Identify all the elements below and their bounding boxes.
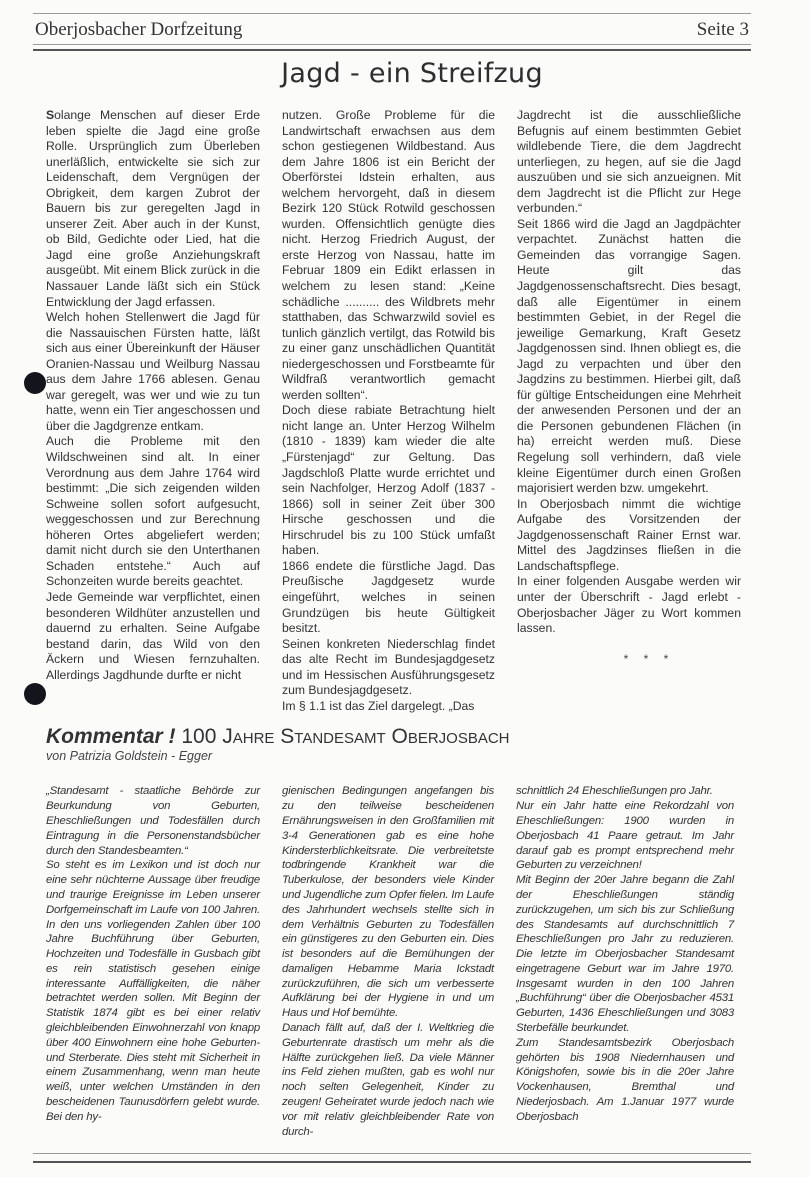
- paragraph: 1866 endete die fürstliche Jagd. Das Preußische Jagdgesetz wurde eingeführt, welches in seinen Grundzügen bis heute Gültigkeit besitzt.: [282, 558, 495, 636]
- paragraph: Seit 1866 wird die Jagd an Jagdpächter verpachtet. Zunächst hatten die Gemeinden das vorrangige Sagen. Heute gilt das Jagdgenossenschaftsrecht. Dies besagt, daß alle Eigentümer in einem bestimmten Gebiet, in der Regel die jeweilige Gemarkung, Kraft Gesetz Jagdgenossen sind. Ihnen obliegt es, die Jagd zu verpachten und über den Jagdzins zu bestimmen. Hierbei gilt, daß für gültige Entscheidungen eine Mehrheit der anwesenden Personen und der an die Personen gebundenen Flächen (in ha) erreicht werden muß. Diese Regelung soll verhindern, daß viele kleine Eigentümer durch einen Großen majorisiert werden bzw. umgekehrt.: [517, 216, 741, 496]
- paragraph: Jede Gemeinde war verpflichtet, einen besonderen Wildhüter anzustellen und dauernd zu erhalten. Seine Aufgabe bestand darin, das Wild von den Äckern und Wiesen fernzuhalten. Allerdings Jagdhunde durfte er nicht: [46, 589, 260, 682]
- paragraph: In einer folgenden Ausgabe werden wir unter der Überschrift - Jagd erlebt - Oberjosbacher Jäger zu Wort kommen lassen.: [517, 574, 741, 636]
- paragraph: Zum Standesamtsbezirk Oberjosbach gehörten bis 1908 Niedernhausen und Königshofen, sowie bis in die 20er Jahre Vockenhausen, Bremthal und Niederjosbach. Am 1.Januar 1977 wurde Oberjosbach: [516, 1036, 734, 1123]
- kommentar-column-3: [516, 784, 734, 1139]
- kommentar-column-1: [46, 784, 260, 1139]
- paragraph: Seinen konkreten Niederschlag findet das alte Recht im Bundesjagdgesetz und im Hessischen Ausführungsgesetz zum Bundesjagdgesetz.: [282, 636, 495, 698]
- paragraph: gienischen Bedingungen angefangen bis zu den teilweise bescheidenen Ernährungsweisen in den Großfamilien mit 3-4 Generationen gab es eine hohe Kindersterblichkeitsrate. Die verbreitetste todbringende Krankheit war die Tuberkulose, der besonders viele Kinder und Jugendliche zum Opfer fielen. Im Laufe des Jahrhundert wechsels stellte sich in dem Verhältnis Geburten zu Todesfällen ein günstigeres zu den Geburten ein. Dies ist besonders auf die Bemühungen der damaligen Hebamme Maria Ickstadt zurückzuführen, die sich um verbesserte Aufklärung bei der Hygiene in und um Haus und Hof bemühte.: [282, 785, 494, 1020]
- kommentar-heading: [46, 724, 751, 749]
- kommentar-column-2: [282, 784, 494, 1139]
- footer-rule-thin: [33, 1153, 751, 1154]
- binder-hole-icon: [24, 372, 46, 394]
- paragraph: Welch hohen Stellenwert die Jagd für die Nassauischen Fürsten hatte, läßt sich aus einer Übereinkunft der Häuser Oranien-Nassau und Weilburg Nassau aus dem Jahre 1766 ablesen. Genau war geregelt, was wer und wie zu tun hatte, wenn ein Tier angeschossen und über die Jagdgrenze entkam.: [46, 310, 260, 433]
- paragraph: „Standesamt - staatliche Behörde zur Beurkundung von Geburten, Eheschließungen und Todesfällen durch Eintragung in die Personenstandsbücher durch den Standesbeamten.“: [46, 785, 260, 857]
- kommentar-columns: [33, 784, 751, 1139]
- paragraph: Auch die Probleme mit den Wildschweinen sind alt. In einer Verordnung aus dem Jahre 1764 wird bestimmt: „Die sich zeigenden wilden Schweine sollen sofort aufgesucht, weggeschossen und zur Berechnung höheren Ortes abgeliefert werden; damit nicht durch sie den Unterthanen Schaden entstehe.“ Auch auf Schonzeiten wurde bereits geachtet.: [46, 434, 260, 589]
- paragraph: Mit Beginn der 20er Jahre begann die Zahl der Eheschließungen ständig zurückzugehen, um sich bis zur Schließung des Standesamts auf durchschnittlich 7 Eheschließungen pro Jahr zu reduzieren. Die letzte im Oberjosbacher Standesamt eingetragene Geburt war im Jahre 1970. Insgesamt wurden in den 100 Jahren „Buchführung“ über die Oberjosbacher 4531 Geburten, 1436 Eheschließungen und 3083 Sterbefälle beurkundet.: [516, 874, 734, 1035]
- paragraph: In Oberjosbach nimmt die wichtige Aufgabe des Vorsitzenden der Jagdgenossenschaft Rainer Ernst war. Mittel des Jagdzinses fließen in die Landschaftspflege.: [517, 496, 741, 573]
- binder-hole-icon: [24, 683, 46, 705]
- article-columns: [33, 108, 751, 714]
- paragraph: Danach fällt auf, daß der I. Weltkrieg die Geburtenrate drastisch um mehr als die Hälfte zurückgehen ließ. Da viele Männer ins Feld ziehen mußten, gab es wohl nur noch selten Gelegenheit, Kinder zu zeugen! Geheiratet wurde jedoch nach wie vor mit relativ gleichbleibender Rate von durch-: [282, 1022, 494, 1138]
- page-number: Seite 3: [696, 19, 749, 40]
- article-title: Jagd - ein Streifzug: [281, 58, 543, 89]
- paragraph: So steht es im Lexikon und ist doch nur eine sehr nüchterne Aussage über freudige und traurige Ereignisse im Leben unserer Dorfgemeinschaft im Laufe von 100 Jahren. In den uns vorliegenden Zahlen über 100 Jahre Buchführung über Geburten, Hochzeiten und Todesfälle in Gusbach gibt es rein statistisch gesehen einige interessante Auffälligkeiten, die näher betrachtet werden sollen. Mit Beginn der Statistik 1874 gibt es bei einer relativ gleichbleibenden Einwohnerzahl von knapp über 400 Einwohnern eine hohe Geburten- und Sterberate. Dies steht mit Sicherheit in einem Zusammenhang, wenn man heute weiß, unter welchen Umständen in den bescheidenen Taunusdörfern gelebt wurde. Bei den hy-: [46, 859, 260, 1123]
- publication-name: Oberjosbacher Dorfzeitung: [35, 19, 243, 40]
- paragraph: nutzen. Große Probleme für die Landwirtschaft erwachsen aus dem schon gestiegenen Wildbestand. Aus dem Jahre 1806 ist ein Bericht der Oberförstei Idstein erhalten, aus welchem hervorgeht, daß in diesem Bezirk 120 Stück Rotwild geschossen wurden. Offensichtlich genügte dies nicht. Herzog Friedrich August, der erste Herzog von Nassau, hatte im Februar 1809 ein Edikt erlassen in welchem zu lesen stand: „Keine schädliche .......... des Wildbrets mehr statthaben, das Schwarzwild soviel es tunlich gänzlich vertilgt, das Rotwild bis zu einer ganz unschädlichen Quantität niedergeschossen und Forstbeamte für Wildfraß verantwortlich gemacht werden sollten“.: [282, 108, 495, 402]
- header-rule-thin: [33, 44, 751, 45]
- article-column-1: [46, 108, 260, 714]
- kommentar-title: 100 Jahre Standesamt Oberjosbach: [181, 725, 510, 749]
- bottom-margin: [33, 1163, 751, 1177]
- kommentar-block: [33, 724, 751, 764]
- kommentar-label: Kommentar !: [46, 725, 176, 749]
- dropcap: S: [46, 108, 55, 122]
- article-column-2: [282, 108, 495, 714]
- paragraph: Doch diese rabiate Betrachtung hielt nicht lange an. Unter Herzog Wilhelm (1810 - 1839) kam wieder die alte „Fürstenjagd“ zur Geltung. Das Jagdschloß Platte wurde errichtet und sein Nachfolger, Herzog Adolf (1837 - 1866) soll in seiner Zeit über 300 Hirsche geschossen und die Hirschrudel bis zu 100 Stück umfaßt haben.: [282, 403, 495, 558]
- section-separator: * * *: [623, 651, 675, 666]
- article-column-3: [517, 108, 741, 714]
- paragraph-text: olange Menschen auf dieser Erde leben spielte die Jagd eine große Rolle. Ursprünglich zum Überleben unerläßlich, entwickelte sie sich zur Leidenschaft, dem Vergnügen der Obrigkeit, dem kargen Zubrot der Bauern bis zur geregelten Jagd in unserer Zeit. Aber auch in der Kunst, ob Bild, Gedichte oder Lied, hat die Jagd eine große Anziehungskraft ausgeübt. Mit einem Blick zurück in die Nassauer Lande läßt sich ein Stück Entwicklung der Jagd erfassen.: [46, 108, 260, 309]
- paragraph: Jagdrecht ist die ausschließliche Befugnis auf einem bestimmten Gebiet wildlebende Tiere, die dem Jagdrecht unterliegen, zu hegen, auf sie die Jagd auszuüben und sie sich anzueignen. Mit dem Jagdrecht ist die Pflicht zur Hege verbunden.“: [517, 108, 741, 216]
- paragraph: Nur ein Jahr hatte eine Rekordzahl von Eheschließungen: 1900 wurden in Oberjosbach 41 Paare getraut. Im Jahr darauf gab es prompt entsprechend mehr Geburten zu verzeichnen!: [516, 800, 734, 872]
- paragraph: [46, 108, 260, 310]
- kommentar-byline: von Patrizia Goldstein - Egger: [46, 749, 213, 764]
- paragraph: Im § 1.1 ist das Ziel dargelegt. „Das: [282, 698, 475, 713]
- page-header: [33, 14, 751, 44]
- paragraph: schnittlich 24 Eheschließungen pro Jahr.: [516, 785, 713, 798]
